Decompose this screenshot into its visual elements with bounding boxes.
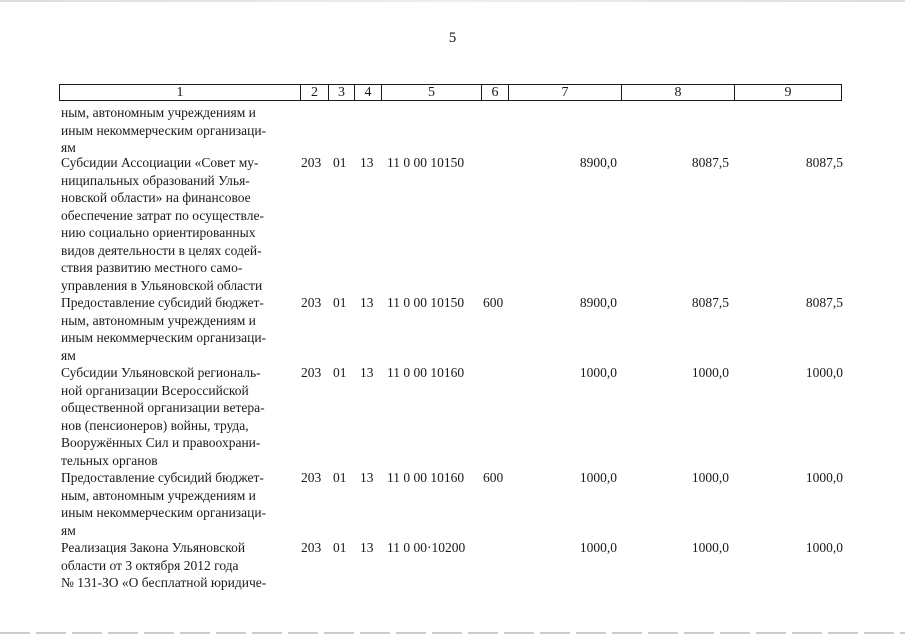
row-value-col9: 8087,5 — [805, 155, 843, 170]
column-header-2: 2 — [301, 85, 329, 101]
row-admin-code: 203 — [301, 365, 322, 380]
row-name: Предоставление субсидий бюджет- ным, автономным учреждениям и иным некоммерческим организаци- ям — [61, 470, 267, 538]
row-name: Субсидии Ульяновской региональ- ной организации Всероссийской общественной организации ветера- нов (пенсионеров) войны, труда, Вооружённых Сил и правоохрани- тельных органов — [61, 365, 265, 468]
row-expense-type: 600 — [483, 470, 504, 485]
column-header-row — [59, 84, 842, 101]
row-value-col9: 1000,0 — [805, 365, 843, 380]
row-value-col8: 8087,5 — [691, 155, 729, 170]
column-header-3: 3 — [329, 85, 355, 101]
row-name: Субсидии Ассоциации «Совет му- ниципальных образований Улья- новской области» на финансовое обеспечение затрат по осуществле- нию социально ориентированных видов деятельности в целях содей- ствия развитию местного само- управления в Ульяновской области — [61, 155, 264, 293]
row-subsection: 13 — [360, 295, 374, 310]
row-section: 01 — [333, 540, 347, 555]
column-header-6: 6 — [482, 85, 509, 101]
column-header-1: 1 — [60, 85, 301, 101]
row-value-col8: 8087,5 — [691, 295, 729, 310]
row-target-code: 11 0 00 10160 — [387, 365, 465, 380]
row-value-col7: 1000,0 — [579, 365, 617, 380]
row-value-col7: 8900,0 — [579, 155, 617, 170]
row-subsection: 13 — [360, 470, 374, 485]
column-header-9: 9 — [735, 85, 842, 101]
row-name: Предоставление субсидий бюджет- ным, автономным учреждениям и иным некоммерческим организаци- ям — [61, 295, 267, 363]
column-header-7: 7 — [509, 85, 622, 101]
row-subsection: 13 — [360, 155, 374, 170]
scan-top-edge — [0, 0, 905, 2]
row-target-code: 11 0 00 10150 — [387, 155, 465, 170]
row-name: Реализация Закона Ульяновской области от 3 октября 2012 года № 131-ЗО «О бесплатной юридиче- — [61, 540, 267, 590]
row-section: 01 — [333, 155, 347, 170]
row-admin-code: 203 — [301, 155, 322, 170]
row-subsection: 13 — [360, 365, 374, 380]
row-admin-code: 203 — [301, 295, 322, 310]
scan-bottom-edge — [0, 632, 905, 634]
row-value-col8: 1000,0 — [691, 365, 729, 380]
row-subsection: 13 — [360, 540, 374, 555]
row-section: 01 — [333, 295, 347, 310]
row-value-col7: 1000,0 — [579, 470, 617, 485]
column-header-4: 4 — [355, 85, 382, 101]
row-target-code: 11 0 00·10200 — [387, 540, 466, 555]
row-target-code: 11 0 00 10160 — [387, 470, 465, 485]
row-value-col9: 1000,0 — [805, 470, 843, 485]
row-value-col7: 1000,0 — [579, 540, 617, 555]
row-value-col9: 1000,0 — [805, 540, 843, 555]
row-admin-code: 203 — [301, 540, 322, 555]
page-number: 5 — [448, 30, 457, 46]
row-value-col8: 1000,0 — [691, 540, 729, 555]
row-expense-type: 600 — [483, 295, 504, 310]
row-value-col8: 1000,0 — [691, 470, 729, 485]
column-header-8: 8 — [622, 85, 735, 101]
row-target-code: 11 0 00 10150 — [387, 295, 465, 310]
row-section: 01 — [333, 470, 347, 485]
row-admin-code: 203 — [301, 470, 322, 485]
row-value-col7: 8900,0 — [579, 295, 617, 310]
column-header-5: 5 — [382, 85, 482, 101]
row-section: 01 — [333, 365, 347, 380]
row-value-col9: 8087,5 — [805, 295, 843, 310]
row-name: ным, автономным учреждениям и иным некоммерческим организаци- ям — [61, 105, 267, 155]
